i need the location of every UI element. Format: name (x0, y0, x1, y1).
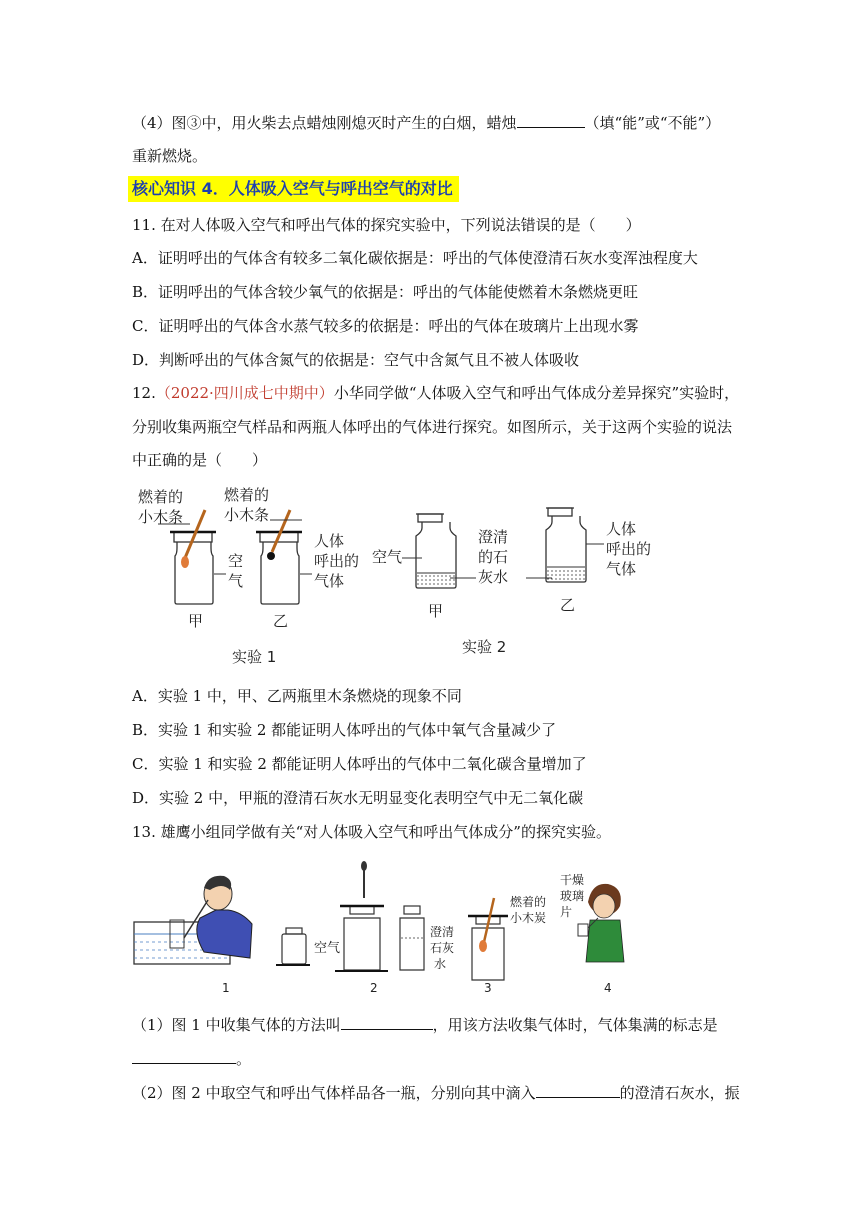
ember-icon (267, 552, 275, 560)
label-yi: 乙 (560, 596, 576, 614)
student-icon (184, 876, 252, 958)
q12-stem-line2: 分别收集两瓶空气样品和两瓶人体呼出的气体进行探究。如图所示，关于这两个实验的说法 (132, 418, 733, 436)
label-burning-stick: 燃着的 (138, 488, 184, 506)
label-burning-stick: 小木条 (224, 506, 270, 524)
label-breath: 人体 (314, 532, 345, 550)
q12-figure (130, 484, 652, 670)
q12-number: 12. (132, 384, 156, 402)
section-heading: 核心知识 4．人体吸入空气与呼出空气的对比 (128, 176, 459, 202)
answer-blank[interactable] (536, 1083, 620, 1098)
label-limewater: 澄清 (430, 925, 455, 939)
q12-option-a: A．实验 1 中，甲、乙两瓶里木条燃烧的现象不同 (132, 687, 462, 705)
girl-icon (578, 884, 624, 962)
label-yi: 乙 (273, 612, 289, 630)
bottle-jia-exp1 (170, 532, 216, 604)
q12-stem-line1 (132, 383, 739, 403)
label-breath: 呼出的 (606, 540, 652, 558)
label-jia: 甲 (188, 612, 204, 630)
bottle-with-dropper (335, 861, 388, 971)
label-glass: 干燥 (560, 873, 585, 887)
label-glass: 片 (560, 905, 573, 919)
figure-number-1: 1 (222, 981, 230, 995)
q12-option-d: D．实验 2 中，甲瓶的澄清石灰水无明显变化表明空气中无二氧化碳 (132, 789, 584, 807)
q13-part2-text: 的澄清石灰水，振 (619, 1084, 740, 1102)
label-breath: 气体 (606, 560, 637, 578)
label-experiment-2: 实验 2 (462, 638, 507, 656)
burning-stick-icon (185, 510, 205, 558)
flame-icon (181, 556, 189, 568)
q13-figure (130, 862, 650, 1002)
label-experiment-1: 实验 1 (232, 648, 277, 666)
q12-stem-line3: 中正确的是（ ） (132, 451, 268, 469)
q10-part4-cont: 重新燃烧。 (132, 147, 208, 165)
label-charcoal: 小木炭 (510, 911, 547, 925)
label-limewater: 灰水 (478, 568, 509, 586)
label-air: 空 (228, 552, 244, 570)
q13-part1-cont (132, 1049, 251, 1069)
q13-part1-text: ，用该方法收集气体时，气体集满的标志是 (432, 1016, 718, 1034)
label-breath: 呼出的 (314, 552, 360, 570)
answer-blank[interactable] (341, 1015, 433, 1030)
q13-part1-line (132, 1015, 718, 1035)
q13-part1-end: 。 (236, 1050, 252, 1068)
q10-part4-hint: （填“能”或“不能”） (584, 114, 721, 132)
label-jia: 甲 (428, 602, 444, 620)
label-burning-stick: 小木条 (138, 508, 184, 526)
q13-stem: 13. 雄鹰小组同学做有关“对人体吸入空气和呼出气体成分”的探究实验。 (132, 823, 611, 841)
limewater-bottle (400, 906, 424, 970)
label-limewater: 水 (434, 957, 447, 971)
label-limewater: 的石 (478, 548, 509, 566)
bottle-yi-exp1 (256, 532, 302, 604)
label-air: 空气 (372, 548, 403, 566)
q13-part1-text: （1）图 1 中收集气体的方法叫 (132, 1016, 341, 1034)
figure-number-4: 4 (604, 981, 612, 995)
q10-part4-text: （4）图③中，用火柴去点蜡烛刚熄灭时产生的白烟，蜡烛 (132, 114, 517, 132)
label-limewater: 石灰 (430, 941, 455, 955)
q11-option-d: D．判断呼出的气体含氮气的依据是：空气中含氮气且不被人体吸收 (132, 351, 580, 369)
q12-stem-text: 小华同学做“人体吸入空气和呼出气体成分差异探究”实验时， (333, 384, 740, 402)
q12-source: （2022·四川成七中期中） (155, 384, 334, 402)
bottle-jia-exp2 (416, 514, 456, 588)
label-charcoal: 燃着的 (510, 895, 547, 909)
q11-stem: 11. 在对人体吸入空气和呼出气体的探究实验中，下列说法错误的是（ ） (132, 216, 641, 234)
q11-option-b: B．证明呼出的气体含较少氧气的依据是：呼出的气体能使燃着木条燃烧更旺 (132, 283, 639, 301)
label-air: 气 (228, 572, 244, 590)
figure-number-3: 3 (484, 981, 492, 995)
label-breath: 气体 (314, 572, 345, 590)
q12-option-b: B．实验 1 和实验 2 都能证明人体呼出的气体中氧气含量减少了 (132, 721, 557, 739)
label-air: 空气 (314, 941, 341, 956)
q13-part2-text: （2）图 2 中取空气和呼出气体样品各一瓶，分别向其中滴入 (132, 1084, 536, 1102)
q11-option-a: A．证明呼出的气体含有较多二氧化碳依据是：呼出的气体使澄清石灰水变浑浊程度大 (132, 249, 698, 267)
label-glass: 玻璃 (560, 889, 585, 903)
charcoal-bottle (468, 898, 508, 980)
q12-option-c: C．实验 1 和实验 2 都能证明人体呼出的气体中二氧化碳含量增加了 (132, 755, 587, 773)
q11-option-c: C．证明呼出的气体含水蒸气较多的依据是：呼出的气体在玻璃片上出现水雾 (132, 317, 639, 335)
q13-part2-line (132, 1083, 740, 1103)
answer-blank[interactable] (517, 113, 585, 128)
small-bottle (276, 928, 310, 965)
q10-part4-line (132, 113, 720, 133)
figure-number-2: 2 (370, 981, 378, 995)
bottle-yi-exp2 (546, 508, 586, 582)
label-limewater: 澄清 (478, 528, 509, 546)
label-breath: 人体 (606, 520, 637, 538)
label-burning-stick: 燃着的 (224, 486, 270, 504)
answer-blank[interactable] (132, 1049, 236, 1064)
